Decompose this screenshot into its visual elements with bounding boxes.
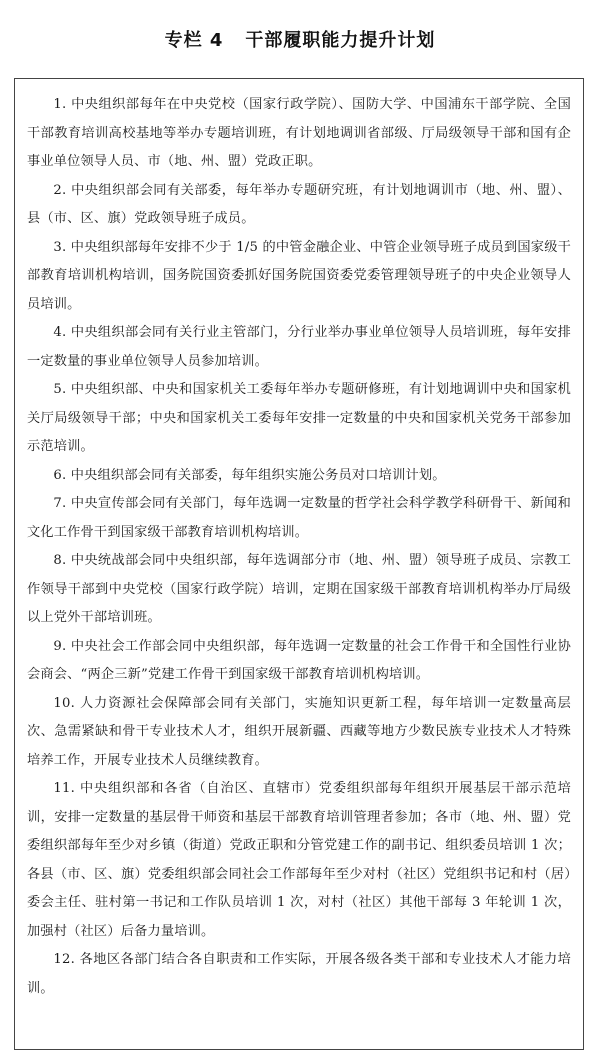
- list-item-4: 4. 中央组织部会同有关行业主管部门，分行业举办事业单位领导人员培训班，每年安排一定数量的事业单位领导人员参加培训。: [27, 325, 571, 369]
- list-item-12: 12. 各地区各部门结合各自职责和工作实际，开展各级各类干部和专业技术人才能力培训。: [27, 952, 571, 996]
- list-item-2: 2. 中央组织部会同有关部委，每年举办专题研究班，有计划地调训市（地、州、盟）、县（市、区、旗）党政领导班子成员。: [27, 182, 571, 226]
- list-item-7: 7. 中央宣传部会同有关部门，每年选调一定数量的哲学社会科学教学科研骨干、新闻和文化工作骨干到国家级干部教育培训机构培训。: [27, 496, 571, 540]
- list-item-6: 6. 中央组织部会同有关部委，每年组织实施公务员对口培训计划。: [53, 467, 446, 483]
- list-item-3: 3. 中央组织部每年安排不少于 1/5 的中管金融企业、中管企业领导班子成员到国家级干部教育培训机构培训，国务院国资委抓好国务院国资委党委管理领导班子的中央企业领导人员培训。: [27, 239, 571, 312]
- page-title: [0, 26, 600, 52]
- list-item-10: 10. 人力资源社会保障部会同有关部门，实施知识更新工程，每年培训一定数量高层次、急需紧缺和骨干专业技术人才，组织开展新疆、西藏等地方少数民族专业技术人才特殊培养工作，开展专业技术人员继续教育。: [27, 695, 571, 768]
- column-heading: 干部履职能力提升计划: [245, 30, 436, 51]
- content-box: [14, 78, 584, 1050]
- list-item-9: 9. 中央社会工作部会同中央组织部，每年选调一定数量的社会工作骨干和全国性行业协会商会、“两企三新”党建工作骨干到国家级干部教育培训机构培训。: [27, 638, 571, 682]
- list-item-1: 1. 中央组织部每年在中央党校（国家行政学院）、国防大学、中国浦东干部学院、全国干部教育培训高校基地等举办专题培训班，有计划地调训省部级、厅局级领导干部和国有企事业单位领导人员、市（地、州、盟）党政正职。: [27, 97, 571, 169]
- column-label: 专栏 4: [164, 30, 224, 51]
- list-item-5: 5. 中央组织部、中央和国家机关工委每年举办专题研修班，有计划地调训中央和国家机关厅局级领导干部；中央和国家机关工委每年安排一定数量的中央和国家机关党务干部参加示范培训。: [27, 382, 571, 454]
- list-item-8: 8. 中央统战部会同中央组织部，每年选调部分市（地、州、盟）领导班子成员、宗教工作领导干部到中央党校（国家行政学院）培训，定期在国家级干部教育培训机构举办厅局级以上党外干部培训班。: [27, 553, 571, 625]
- list-item-11: 11. 中央组织部和各省（自治区、直辖市）党委组织部每年组织开展基层干部示范培训，安排一定数量的基层骨干师资和基层干部教育培训管理者参加；各市（地、州、盟）党委组织部每年至少对乡镇（街道）党政正职和分管党建工作的副书记、组织委员培训 1 次；各县（市、区、旗）党委组织部会同社会工作部每年至少对村（社区）党组织书记和村（居）委会主任、驻村第一书记和工作队员培训 1 次，对村（社区）其他干部每 3 年轮训 1 次，加强村（社区）后备力量培训。: [27, 781, 571, 939]
